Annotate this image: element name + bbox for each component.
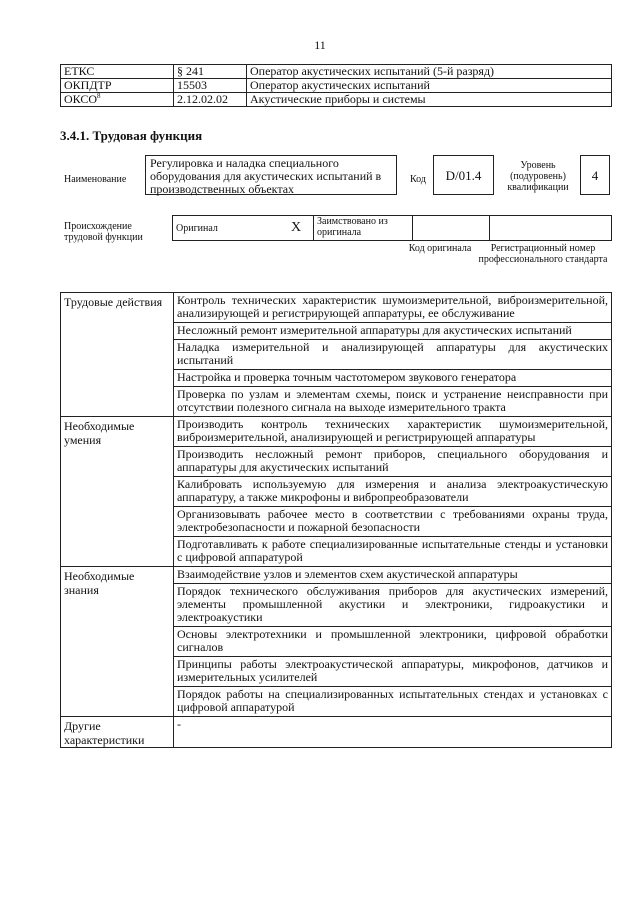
table-row <box>61 717 612 748</box>
section-item: - <box>174 717 612 748</box>
codes-row <box>61 93 612 107</box>
section-item: Подготавливать к работе специализированные испытательные стенды и установки с цифровой аппаратурой <box>174 537 612 567</box>
section-item: Производить несложный ремонт приборов, специального оборудования и аппаратуры для акустических испытаний <box>174 447 612 477</box>
section-label: Другие характеристики <box>61 717 174 748</box>
section-item: Принципы работы электроакустической аппаратуры, микрофонов, датчиков и измерительных усилителей <box>174 657 612 687</box>
original-code-cell <box>413 216 490 241</box>
classifier-number: 15503 <box>174 79 247 93</box>
codes-row <box>61 79 612 93</box>
function-code-box: D/01.4 <box>433 155 494 195</box>
borrowed-label: Заимствовано из оригинала <box>314 216 413 241</box>
section-item: Взаимодействие узлов и элементов схем акустической аппаратуры <box>174 567 612 584</box>
table-row <box>61 417 612 447</box>
classifier-name: Оператор акустических испытаний (5-й разряд) <box>247 65 612 79</box>
qualification-level-box: 4 <box>580 155 610 195</box>
classifier-number: 2.12.02.02 <box>174 93 247 107</box>
classifier-code: ЕТКС <box>61 65 174 79</box>
classifier-code: ОКСО$^8$ <box>61 93 174 107</box>
labor-function-table <box>60 292 612 748</box>
classifier-number: § 241 <box>174 65 247 79</box>
page-number: 11 <box>314 38 326 52</box>
origin-table <box>172 215 612 241</box>
section-item: Основы электротехники и промышленной электроники, цифровой обработки сигналов <box>174 627 612 657</box>
original-code-caption: Код оригинала <box>408 243 472 254</box>
table-row <box>61 293 612 323</box>
original-mark: X <box>279 216 314 241</box>
classifier-code: ОКПДТР <box>61 79 174 93</box>
code-label: Код <box>410 174 426 185</box>
section-item: Настройка и проверка точным частотомером звукового генератора <box>174 370 612 387</box>
section-item: Производить контроль технических характеристик шумоизмерительной, виброизмерительной, анализирующей и регистрирующей аппаратуры <box>174 417 612 447</box>
section-item: Порядок технического обслуживания приборов для акустических измерений, элементы промышленной акустики и электроники, гидроакустики и электроакустики <box>174 584 612 627</box>
section-item: Организовывать рабочее место в соответствии с требованиями охраны труда, электробезопасности и пожарной безопасности <box>174 507 612 537</box>
section-item: Наладка измерительной и анализирующей аппаратуры для акустических испытаний <box>174 340 612 370</box>
function-name-box: Регулировка и наладка специального оборудования для акустических испытаний в производственных объектах <box>145 155 397 195</box>
registration-number-cell <box>490 216 612 241</box>
origin-label: Происхождение трудовой функции <box>64 221 143 243</box>
classifier-codes-table <box>60 64 612 107</box>
section-label: Трудовые действия <box>61 293 174 417</box>
section-label: Необходимые умения <box>61 417 174 567</box>
section-item: Проверка по узлам и элементам схемы, поиск и устранение неисправности при отсутствии полезного сигнала на выходе измерительного тракта <box>174 387 612 417</box>
table-row <box>61 567 612 584</box>
classifier-name: Акустические приборы и системы <box>247 93 612 107</box>
classifier-name: Оператор акустических испытаний <box>247 79 612 93</box>
section-item: Контроль технических характеристик шумоизмерительной, виброизмерительной, анализирующей и регистрирующей аппаратуры, ее обслуживание <box>174 293 612 323</box>
section-item: Порядок работы на специализированных испытательных стендах и установках с цифровой аппаратурой <box>174 687 612 717</box>
codes-row <box>61 65 612 79</box>
section-item: Несложный ремонт измерительной аппаратуры для акустических испытаний <box>174 323 612 340</box>
qualification-level-label: Уровень (подуровень) квалификации <box>507 160 569 193</box>
section-title: 3.4.1. Трудовая функция <box>60 128 203 143</box>
registration-number-caption: Регистрационный номер профессионального стандарта <box>478 243 608 265</box>
original-label: Оригинал <box>173 216 280 241</box>
section-label: Необходимые знания <box>61 567 174 717</box>
name-label: Наименование <box>64 174 127 185</box>
section-item: Калибровать используемую для измерения и анализа электроакустическую аппаратуру, а также микрофоны и вибропреобразователи <box>174 477 612 507</box>
